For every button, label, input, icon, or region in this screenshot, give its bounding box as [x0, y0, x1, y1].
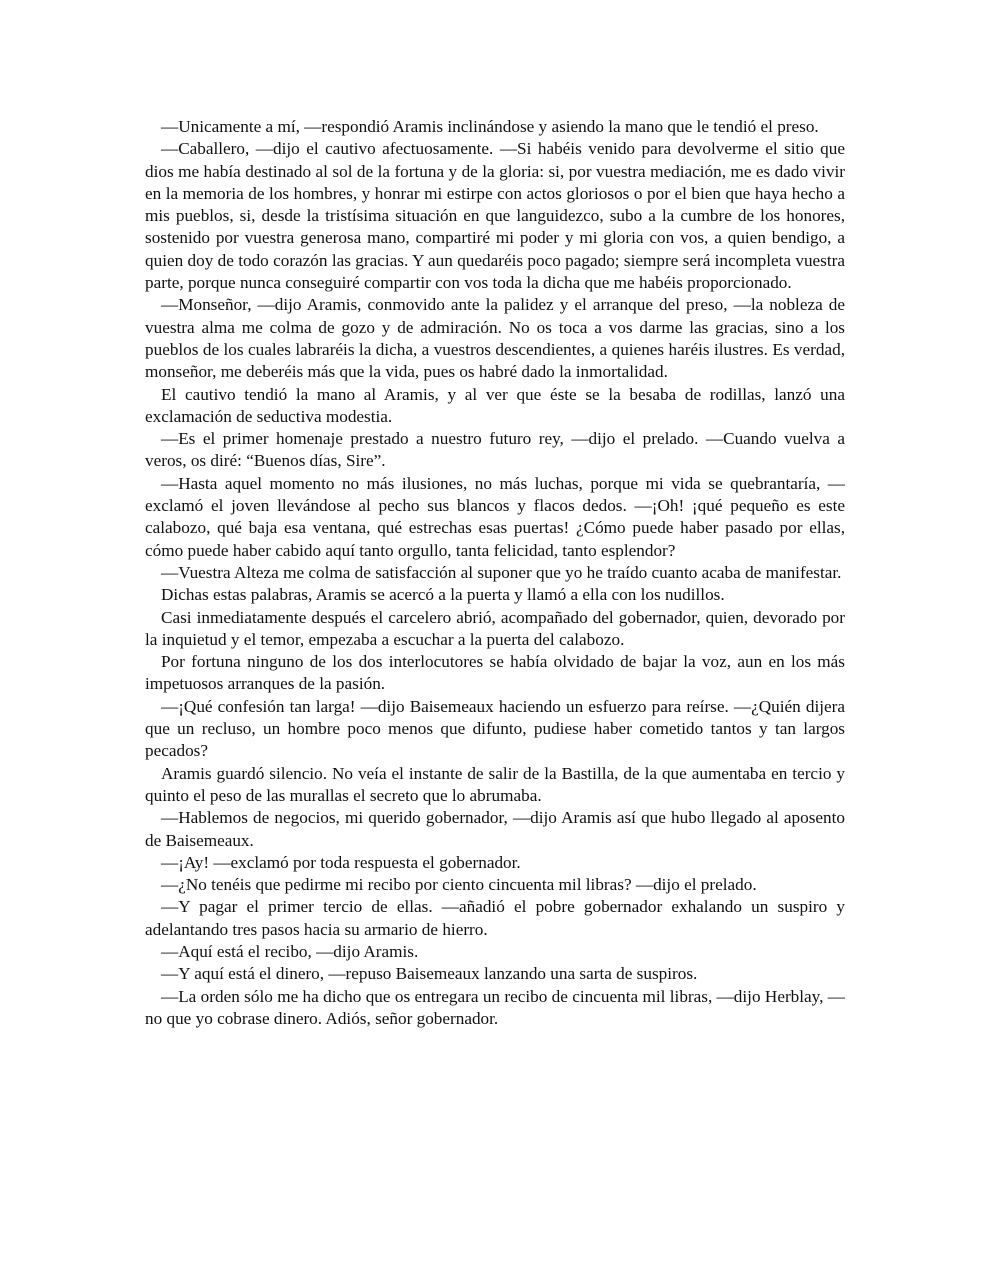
paragraph: —La orden sólo me ha dicho que os entregara un recibo de cincuenta mil libras, —dijo Herblay, —no que yo cobrase dinero. Adiós, señor gobernador.: [145, 986, 845, 1028]
paragraph: —Unicamente a mí, —respondió Aramis inclinándose y asiendo la mano que le tendió el preso.: [161, 117, 819, 136]
paragraph: Casi inmediatamente después el carcelero abrió, acompañado del gobernador, quien, devorado por la inquietud y el temor, empezaba a escuchar a la puerta del calabozo.: [145, 607, 845, 649]
paragraph: —Caballero, —dijo el cautivo afectuosamente. —Si habéis venido para devolverme el sitio que dios me había destinado al sol de la fortuna y de la gloria: si, por vuestra mediación, me es dado vivir en la memoria de los hombres, y honrar mi estirpe con actos gloriosos o por el bien que haya hecho a mis pueblos, si, desde la tristísima situación en que languidezco, subo a la cumbre de los honores, sostenido por vuestra generosa mano, compartiré mi poder y mi gloria con vos, a quien bendigo, a quien doy de todo corazón las gracias. Y aun quedaréis poco pagado; siempre será incompleta vuestra parte, porque nunca conseguiré compartir con vos toda la dicha que me habéis proporcionado.: [145, 139, 845, 293]
paragraph: —Vuestra Alteza me colma de satisfacción al suponer que yo he traído cuanto acaba de manifestar.: [161, 562, 842, 582]
paragraph: —¡Ay! —exclamó por toda respuesta el gobernador.: [161, 852, 521, 872]
paragraph: —Monseñor, —dijo Aramis, conmovido ante la palidez y el arranque del preso, —la nobleza de vuestra alma me colma de gozo y de admiración. No os toca a vos darme las gracias, sino a los pueblos de los cuales labraréis la dicha, a vuestros descendientes, a quienes haréis ilustres. Es verdad, monseñor, me deberéis más que la vida, pues os habré dado la inmortalidad.: [145, 295, 845, 382]
paragraph: El cautivo tendió la mano al Aramis, y al ver que éste se la besaba de rodillas, lanzó una exclamación de seductiva modestia.: [145, 384, 845, 426]
paragraph: —Y aquí está el dinero, —repuso Baisemeaux lanzando una sarta de suspiros.: [161, 964, 698, 984]
paragraph: Dichas estas palabras, Aramis se acercó a la puerta y llamó a ella con los nudillos.: [161, 585, 725, 605]
paragraph: —¿No tenéis que pedirme mi recibo por ciento cincuenta mil libras? —dijo el prelado.: [161, 875, 757, 895]
paragraph: Aramis guardó silencio. No veía el instante de salir de la Bastilla, de la que aumentaba en tercio y quinto el peso de las murallas el secreto que lo abrumaba.: [145, 763, 845, 805]
document-page: [145, 116, 845, 1030]
paragraph: —¡Qué confesión tan larga! —dijo Baisemeaux haciendo un esfuerzo para reírse. —¿Quién dijera que un recluso, un hombre poco menos que difunto, pudiese haber cometido tantos y tan largos pecados?: [145, 696, 845, 761]
paragraph: —Aquí está el recibo, —dijo Aramis.: [161, 941, 419, 961]
paragraph: Por fortuna ninguno de los dos interlocutores se había olvidado de bajar la voz, aun en los más impetuosos arranques de la pasión.: [145, 652, 845, 694]
paragraph: —Hablemos de negocios, mi querido gobernador, —dijo Aramis así que hubo llegado al aposento de Baisemeaux.: [145, 808, 845, 850]
paragraph: —Y pagar el primer tercio de ellas. —añadió el pobre gobernador exhalando un suspiro y adelantando tres pasos hacia su armario de hierro.: [145, 897, 845, 939]
paragraph: —Hasta aquel momento no más ilusiones, no más luchas, porque mi vida se quebrantaría, —exclamó el joven llevándose al pecho sus blancos y flacos dedos. —¡Oh! ¡qué pequeño es este calabozo, qué baja esa ventana, qué estrechas esas puertas! ¿Cómo puede haber pasado por ellas, cómo puede haber cabido aquí tanto orgullo, tanta felicidad, tanto esplendor?: [145, 473, 845, 560]
paragraph: —Es el primer homenaje prestado a nuestro futuro rey, —dijo el prelado. —Cuando vuelva a veros, os diré: “Buenos días, Sire”.: [145, 429, 845, 471]
